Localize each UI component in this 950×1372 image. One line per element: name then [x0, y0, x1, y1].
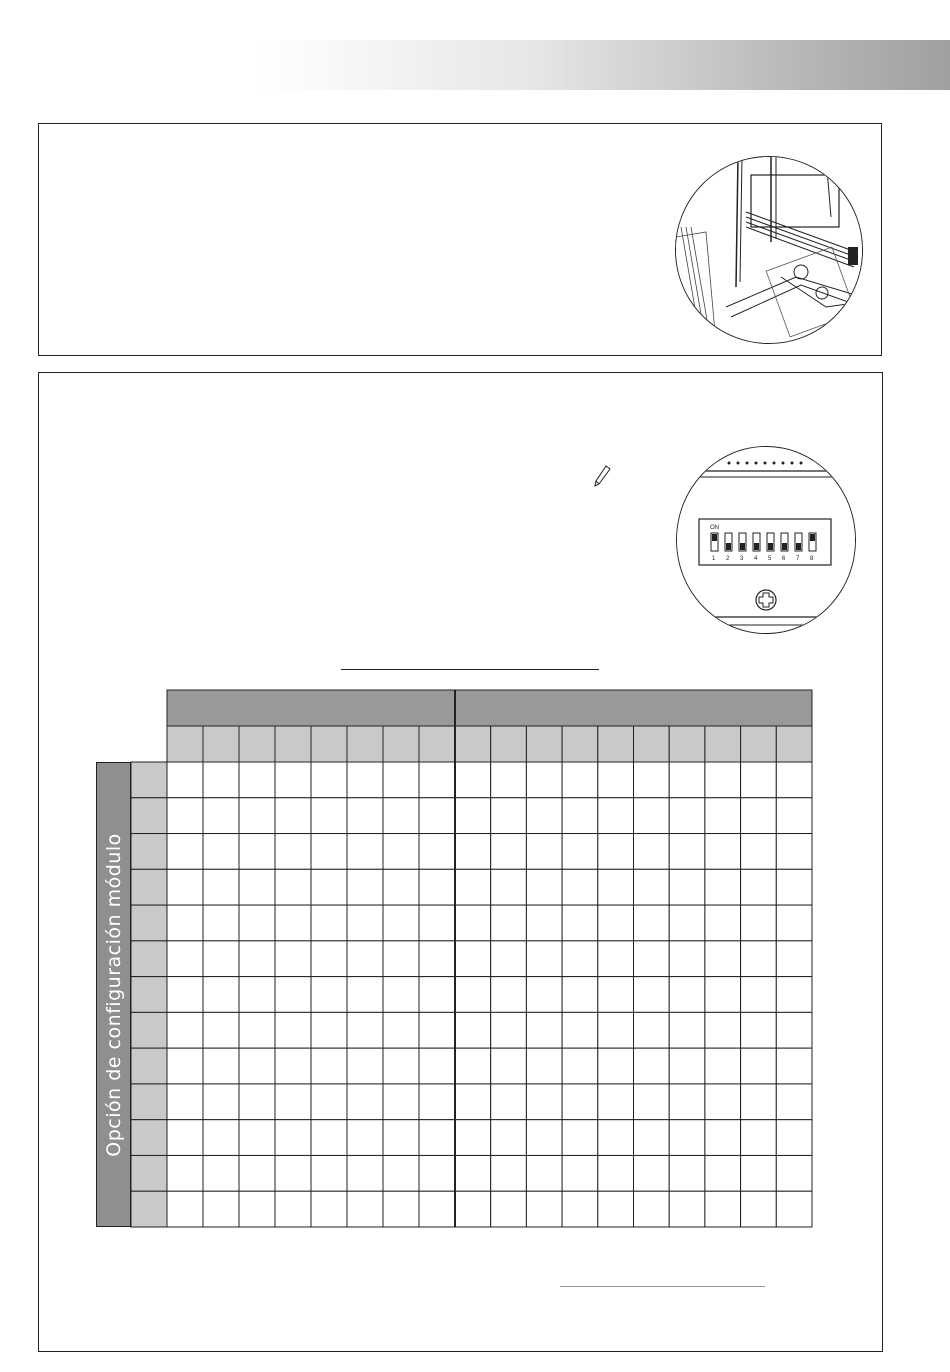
table-cell: [491, 905, 527, 941]
table-cell: [562, 1155, 598, 1191]
table-cell: [275, 1155, 311, 1191]
table-cell: [383, 869, 419, 905]
table-cell: [598, 941, 634, 977]
table-cell: [634, 869, 670, 905]
table-cell: [275, 1120, 311, 1156]
table-cell: [491, 1120, 527, 1156]
table-cell: [776, 905, 812, 941]
table-cell: [776, 1155, 812, 1191]
table-cell: [634, 1084, 670, 1120]
dip-switch-number: 6: [782, 556, 786, 562]
table-cell: [598, 798, 634, 834]
table-cell: [455, 1155, 491, 1191]
table-cell: [239, 1120, 275, 1156]
group-header-right: [455, 690, 812, 726]
column-header-cell: [275, 726, 311, 762]
row-header-cell: [131, 1191, 167, 1227]
table-cell: [383, 905, 419, 941]
dip-switch-number: 4: [754, 556, 758, 562]
table-cell: [311, 762, 347, 798]
table-cell: [167, 834, 203, 870]
table-cell: [741, 1084, 777, 1120]
table-cell: [275, 977, 311, 1013]
table-cell: [562, 1191, 598, 1227]
table-cell: [275, 1191, 311, 1227]
table-cell: [634, 1120, 670, 1156]
table-cell: [203, 798, 239, 834]
table-cell: [167, 1120, 203, 1156]
table-cell: [634, 905, 670, 941]
table-cell: [526, 834, 562, 870]
table-cell: [167, 1155, 203, 1191]
table-cell: [705, 762, 741, 798]
table-cell: [491, 1012, 527, 1048]
table-cell: [634, 798, 670, 834]
table-cell: [167, 905, 203, 941]
side-label: Opción de configuración módulo: [102, 832, 125, 1157]
table-cell: [419, 1155, 455, 1191]
table-cell: [669, 1191, 705, 1227]
table-cell: [347, 1048, 383, 1084]
table-cell: [705, 977, 741, 1013]
table-cell: [526, 905, 562, 941]
table-cell: [239, 1048, 275, 1084]
table-cell: [311, 1048, 347, 1084]
table-cell: [491, 869, 527, 905]
table-cell: [634, 762, 670, 798]
table-cell: [455, 869, 491, 905]
table-cell: [167, 869, 203, 905]
table-cell: [419, 941, 455, 977]
table-cell: [598, 762, 634, 798]
table-cell: [705, 1155, 741, 1191]
table-cell: [491, 834, 527, 870]
table-cell: [347, 977, 383, 1013]
table-cell: [526, 1048, 562, 1084]
table-cell: [562, 1120, 598, 1156]
table-cell: [705, 1084, 741, 1120]
table-cell: [347, 798, 383, 834]
table-cell: [455, 1048, 491, 1084]
row-header-cell: [131, 834, 167, 870]
table-cell: [705, 905, 741, 941]
table-cell: [491, 1048, 527, 1084]
table-cell: [347, 941, 383, 977]
table-cell: [203, 1012, 239, 1048]
table-cell: [741, 798, 777, 834]
table-cell: [383, 1155, 419, 1191]
table-cell: [562, 1084, 598, 1120]
table-cell: [705, 834, 741, 870]
table-cell: [634, 1155, 670, 1191]
column-header-cell: [383, 726, 419, 762]
table-cell: [419, 762, 455, 798]
table-cell: [275, 1012, 311, 1048]
table-cell: [776, 1084, 812, 1120]
table-cell: [491, 941, 527, 977]
table-cell: [491, 1191, 527, 1227]
row-header-cell: [131, 1012, 167, 1048]
table-cell: [455, 1084, 491, 1120]
table-cell: [203, 1191, 239, 1227]
table-cell: [562, 798, 598, 834]
table-cell: [383, 1191, 419, 1227]
table-cell: [203, 834, 239, 870]
column-header-cell: [239, 726, 275, 762]
table-cell: [239, 977, 275, 1013]
table-cell: [167, 762, 203, 798]
table-cell: [419, 798, 455, 834]
table-cell: [311, 1012, 347, 1048]
table-cell: [598, 1191, 634, 1227]
column-header-cell: [562, 726, 598, 762]
table-cell: [347, 834, 383, 870]
table-cell: [275, 941, 311, 977]
table-cell: [203, 762, 239, 798]
table-cell: [741, 977, 777, 1013]
table-cell: [776, 1012, 812, 1048]
column-header-cell: [598, 726, 634, 762]
table-cell: [598, 905, 634, 941]
table-cell: [347, 869, 383, 905]
column-header-cell: [167, 726, 203, 762]
table-cell: [419, 905, 455, 941]
table-cell: [239, 905, 275, 941]
table-cell: [598, 869, 634, 905]
column-header-cell: [634, 726, 670, 762]
table-cell: [347, 762, 383, 798]
table-cell: [776, 1191, 812, 1227]
table-cell: [455, 1120, 491, 1156]
table-cell: [705, 1048, 741, 1084]
table-cell: [347, 1012, 383, 1048]
table-cell: [669, 1120, 705, 1156]
table-cell: [455, 1012, 491, 1048]
table-cell: [526, 869, 562, 905]
table-cell: [705, 1012, 741, 1048]
table-cell: [705, 1120, 741, 1156]
table-cell: [311, 1155, 347, 1191]
dip-on-label: ON: [710, 525, 719, 531]
table-cell: [491, 977, 527, 1013]
table-cell: [776, 869, 812, 905]
table-cell: [705, 941, 741, 977]
table-cell: [311, 1084, 347, 1120]
table-cell: [275, 905, 311, 941]
table-cell: [598, 977, 634, 1013]
table-cell: [776, 762, 812, 798]
table-cell: [383, 941, 419, 977]
table-cell: [167, 1084, 203, 1120]
table-cell: [203, 977, 239, 1013]
column-header-cell: [203, 726, 239, 762]
table-cell: [383, 798, 419, 834]
table-cell: [455, 762, 491, 798]
table-cell: [275, 798, 311, 834]
table-cell: [203, 1155, 239, 1191]
table-cell: [562, 1012, 598, 1048]
table-cell: [741, 834, 777, 870]
table-cell: [383, 1012, 419, 1048]
table-cell: [562, 905, 598, 941]
table-cell: [275, 869, 311, 905]
table-cell: [562, 869, 598, 905]
table-cell: [383, 1048, 419, 1084]
table-cell: [669, 1048, 705, 1084]
table-cell: [239, 941, 275, 977]
table-cell: [598, 1155, 634, 1191]
table-cell: [239, 1191, 275, 1227]
table-cell: [383, 834, 419, 870]
row-header-cell: [131, 869, 167, 905]
table-cell: [598, 1012, 634, 1048]
table-cell: [562, 762, 598, 798]
table-cell: [419, 1191, 455, 1227]
table-cell: [598, 1048, 634, 1084]
table-cell: [311, 1191, 347, 1227]
table-cell: [526, 1120, 562, 1156]
table-cell: [669, 941, 705, 977]
table-cell: [705, 869, 741, 905]
table-cell: [669, 834, 705, 870]
table-cell: [562, 1048, 598, 1084]
table-cell: [634, 1048, 670, 1084]
table-cell: [347, 1155, 383, 1191]
column-header-cell: [311, 726, 347, 762]
table-cell: [383, 762, 419, 798]
table-cell: [383, 977, 419, 1013]
table-cell: [347, 1084, 383, 1120]
table-cell: [634, 1191, 670, 1227]
table-cell: [239, 1084, 275, 1120]
table-cell: [167, 1191, 203, 1227]
table-cell: [239, 762, 275, 798]
table-cell: [634, 834, 670, 870]
column-header-cell: [776, 726, 812, 762]
table-cell: [741, 905, 777, 941]
table-cell: [419, 869, 455, 905]
table-cell: [311, 798, 347, 834]
table-cell: [383, 1084, 419, 1120]
dip-switch-number: 8: [810, 556, 814, 562]
table-cell: [669, 977, 705, 1013]
table-cell: [526, 798, 562, 834]
table-cell: [741, 1120, 777, 1156]
table-cell: [491, 1084, 527, 1120]
side-label-cell: [96, 762, 131, 1227]
table-cell: [491, 762, 527, 798]
table-cell: [275, 762, 311, 798]
table-cell: [311, 869, 347, 905]
table-cell: [419, 1084, 455, 1120]
table-cell: [239, 834, 275, 870]
table-cell: [455, 941, 491, 977]
table-cell: [669, 869, 705, 905]
table-cell: [347, 1120, 383, 1156]
table-cell: [634, 977, 670, 1013]
dip-switch-number: 3: [740, 556, 744, 562]
table-cell: [311, 977, 347, 1013]
table-cell: [167, 941, 203, 977]
table-cell: [239, 869, 275, 905]
row-header-cell: [131, 941, 167, 977]
table-cell: [455, 798, 491, 834]
table-cell: [275, 1048, 311, 1084]
table-cell: [634, 941, 670, 977]
table-cell: [455, 977, 491, 1013]
table-cell: [526, 1155, 562, 1191]
table-cell: [311, 905, 347, 941]
table-cell: [776, 834, 812, 870]
table-cell: [634, 1012, 670, 1048]
table-cell: [669, 1012, 705, 1048]
column-header-cell: [705, 726, 741, 762]
table-cell: [275, 1084, 311, 1120]
column-header-cell: [526, 726, 562, 762]
table-cell: [741, 941, 777, 977]
row-header-cell: [131, 762, 167, 798]
table-cell: [669, 905, 705, 941]
table-cell: [669, 1084, 705, 1120]
table-cell: [562, 834, 598, 870]
table-cell: [419, 1048, 455, 1084]
table-cell: [239, 1012, 275, 1048]
table-cell: [741, 1191, 777, 1227]
table-cell: [491, 1155, 527, 1191]
table-cell: [419, 1120, 455, 1156]
table-cell: [419, 834, 455, 870]
row-header-cell: [131, 1120, 167, 1156]
table-cell: [776, 941, 812, 977]
dip-switch-number: 2: [726, 556, 730, 562]
table-cell: [669, 1155, 705, 1191]
table-cell: [741, 1048, 777, 1084]
table-cell: [203, 905, 239, 941]
dip-switch-number: 7: [796, 556, 800, 562]
table-cell: [311, 941, 347, 977]
table-cell: [419, 1012, 455, 1048]
table-cell: [347, 1191, 383, 1227]
column-header-cell: [491, 726, 527, 762]
table-cell: [598, 1084, 634, 1120]
table-cell: [776, 1048, 812, 1084]
table-cell: [526, 977, 562, 1013]
table-cell: [741, 869, 777, 905]
table-cell: [203, 1084, 239, 1120]
table-cell: [669, 798, 705, 834]
table-cell: [167, 977, 203, 1013]
column-header-cell: [347, 726, 383, 762]
table-cell: [776, 977, 812, 1013]
table-cell: [203, 941, 239, 977]
table-cell: [311, 834, 347, 870]
row-header-cell: [131, 905, 167, 941]
table-cell: [383, 1120, 419, 1156]
table-cell: [455, 905, 491, 941]
dip-switch-number: 5: [768, 556, 772, 562]
table-cell: [455, 834, 491, 870]
table-cell: [705, 1191, 741, 1227]
table-cell: [347, 905, 383, 941]
table-cell: [311, 1120, 347, 1156]
table-cell: [239, 1155, 275, 1191]
row-header-cell: [131, 977, 167, 1013]
column-header-cell: [419, 726, 455, 762]
table-cell: [419, 977, 455, 1013]
column-header-cell: [741, 726, 777, 762]
table-cell: [167, 1012, 203, 1048]
table-cell: [526, 941, 562, 977]
table-cell: [776, 1120, 812, 1156]
column-header-cell: [455, 726, 491, 762]
table-cell: [741, 1012, 777, 1048]
row-header-cell: [131, 1155, 167, 1191]
table-cell: [239, 798, 275, 834]
table-cell: [741, 1155, 777, 1191]
table-cell: [203, 1120, 239, 1156]
table-cell: [455, 1191, 491, 1227]
table-cell: [203, 869, 239, 905]
row-header-cell: [131, 798, 167, 834]
table-cell: [526, 1191, 562, 1227]
column-header-cell: [669, 726, 705, 762]
group-header-left: [167, 690, 455, 726]
table-cell: [526, 1084, 562, 1120]
dip-switch-number: 1: [712, 556, 716, 562]
table-cell: [741, 762, 777, 798]
row-header-cell: [131, 1048, 167, 1084]
table-cell: [203, 1048, 239, 1084]
table-cell: [562, 977, 598, 1013]
table-cell: [275, 834, 311, 870]
table-cell: [776, 798, 812, 834]
table-cell: [562, 941, 598, 977]
table-cell: [526, 762, 562, 798]
table-cell: [598, 1120, 634, 1156]
table-cell: [167, 1048, 203, 1084]
table-cell: [598, 834, 634, 870]
table-cell: [526, 1012, 562, 1048]
table-cell: [491, 798, 527, 834]
table-cell: [167, 798, 203, 834]
table-cell: [669, 762, 705, 798]
row-header-cell: [131, 1084, 167, 1120]
table-cell: [705, 798, 741, 834]
